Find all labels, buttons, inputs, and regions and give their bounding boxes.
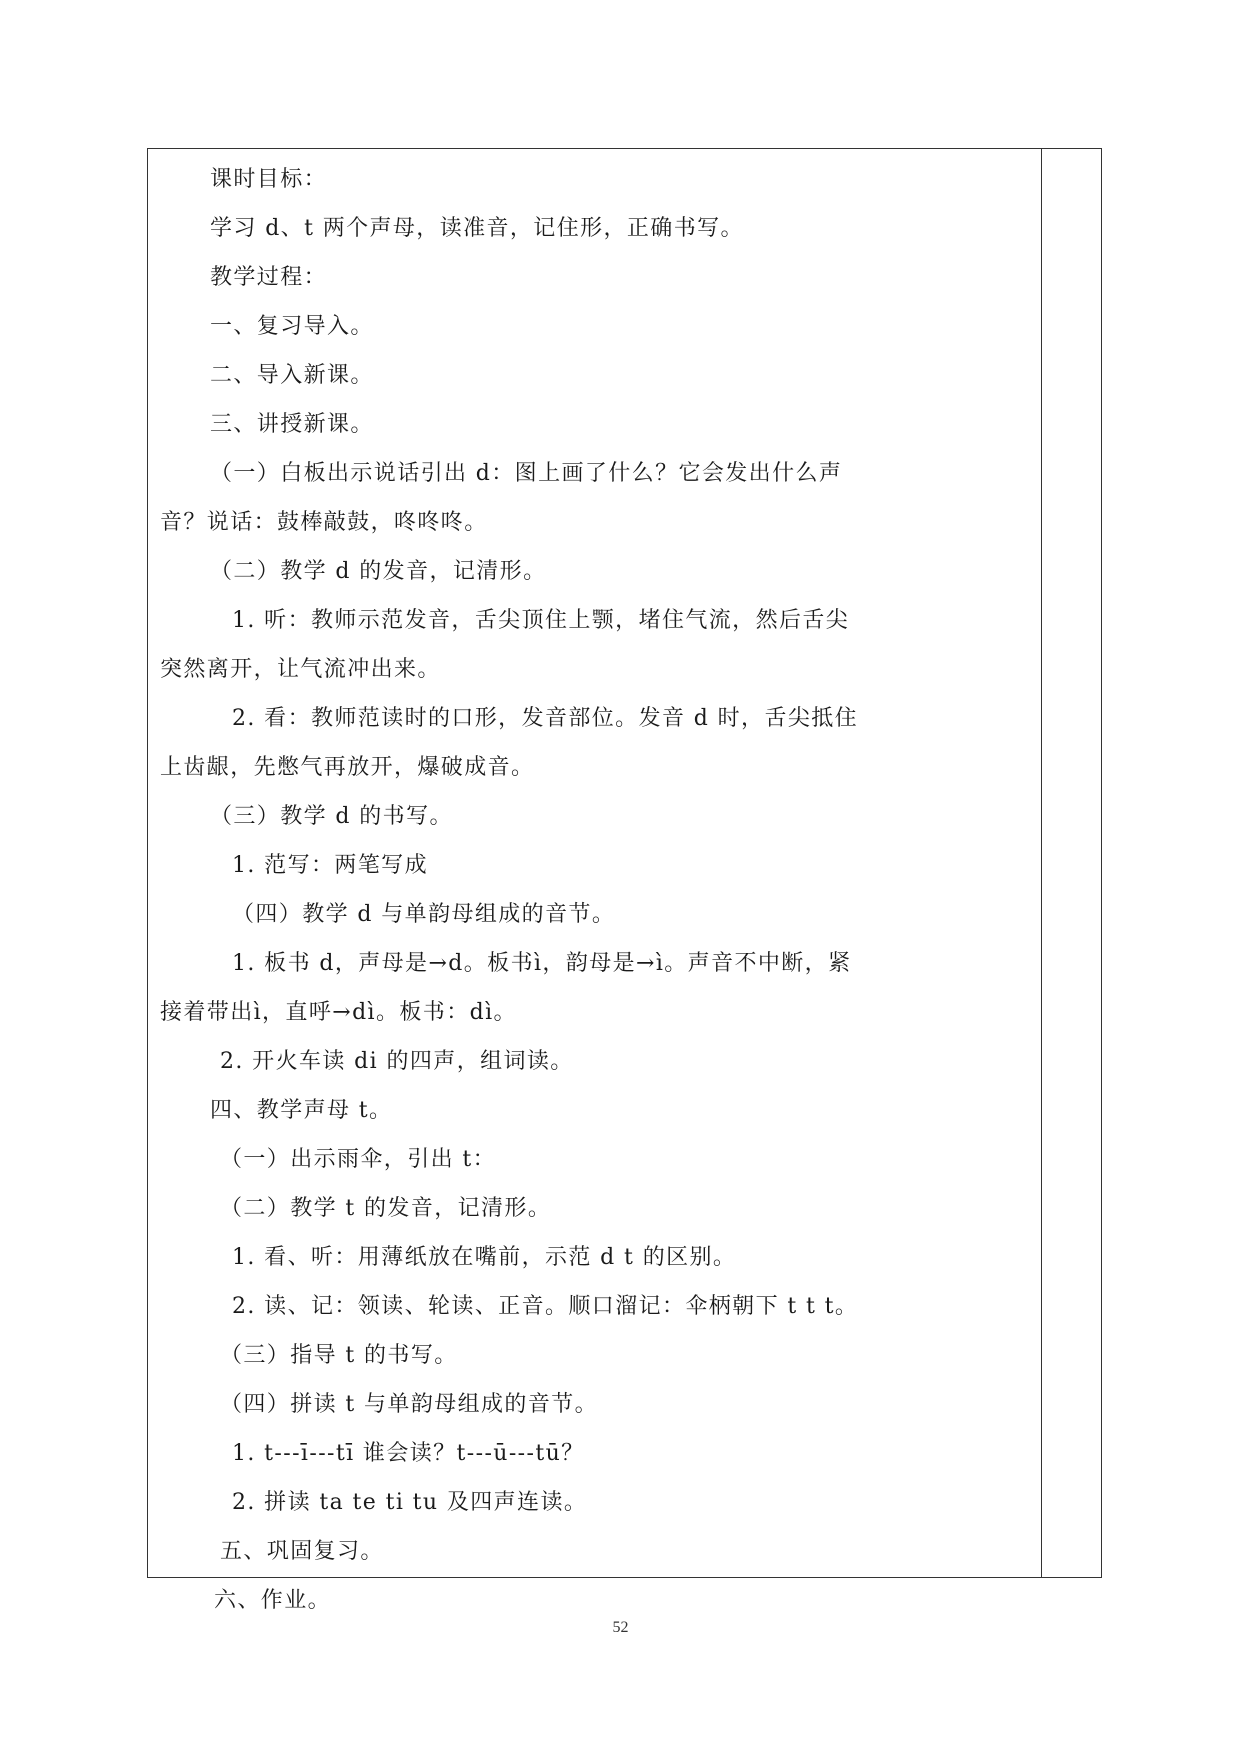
objective-text: 学习 d、t 两个声母，读准音，记住形，正确书写。 [210, 216, 744, 241]
subsection-heading: （四）教学 d 与单韵母组成的音节。 [232, 902, 616, 927]
lesson-plan-table [147, 148, 1102, 1613]
paragraph-line: 2. 看：教师范读时的口形，发音部位。发音 d 时，舌尖抵住 [232, 706, 859, 731]
page-number: 52 [612, 1619, 629, 1636]
paragraph-line: 2. 开火车读 di 的四声，组词读。 [220, 1049, 574, 1074]
subsection-heading: （二）教学 d 的发音，记清形。 [210, 559, 547, 584]
paragraph-line: 突然离开，让气流冲出来。 [160, 657, 441, 682]
paragraph-line: 1. 听：教师示范发音，舌尖顶住上颚，堵住气流，然后舌尖 [232, 608, 850, 633]
subsection-heading: （三）指导 t 的书写。 [220, 1343, 458, 1368]
paragraph-line: 上齿龈，先憋气再放开，爆破成音。 [160, 755, 535, 780]
lesson-content-cell [148, 149, 1040, 1613]
paragraph-line: 1. 看、听：用薄纸放在嘴前，示范 d t 的区别。 [232, 1245, 737, 1270]
subsection-heading: （一）出示雨伞，引出 t： [220, 1147, 497, 1172]
paragraph-line: （一）白板出示说话引出 d：图上画了什么？它会发出什么声 [210, 461, 843, 486]
paragraph-line: 音？说话：鼓棒敲鼓，咚咚咚。 [160, 510, 488, 535]
process-heading: 教学过程： [210, 265, 328, 290]
section-review: 一、复习导入。 [210, 314, 374, 339]
paragraph-line: 1. 板书 d，声母是→d。板书ì，韵母是→ì。声音不中断，紧 [232, 951, 852, 976]
paragraph-line: 2. 读、记：领读、轮读、正音。顺口溜记：伞柄朝下 t t t。 [232, 1294, 859, 1319]
paragraph-line: 1. t---ī---tī 谁会读？t---ū---tū？ [232, 1441, 585, 1466]
objective-heading: 课时目标： [210, 167, 328, 192]
section-intro: 二、导入新课。 [210, 363, 374, 388]
paragraph-line: 接着带出ì，直呼→dì。板书：dì。 [160, 1000, 517, 1025]
subsection-heading: （四）拼读 t 与单韵母组成的音节。 [220, 1392, 599, 1417]
subsection-heading: （三）教学 d 的书写。 [210, 804, 453, 829]
paragraph-line: 2. 拼读 ta te ti tu 及四声连读。 [232, 1490, 588, 1515]
section-teach: 三、讲授新课。 [210, 412, 374, 437]
section-heading: 四、教学声母 t。 [210, 1098, 393, 1123]
section-heading: 六、作业。 [214, 1588, 332, 1613]
section-heading: 五、巩固复习。 [220, 1539, 384, 1564]
paragraph-line: 1. 范写：两笔写成 [232, 853, 428, 878]
subsection-heading: （二）教学 t 的发音，记清形。 [220, 1196, 552, 1221]
column-divider [1041, 149, 1042, 1577]
